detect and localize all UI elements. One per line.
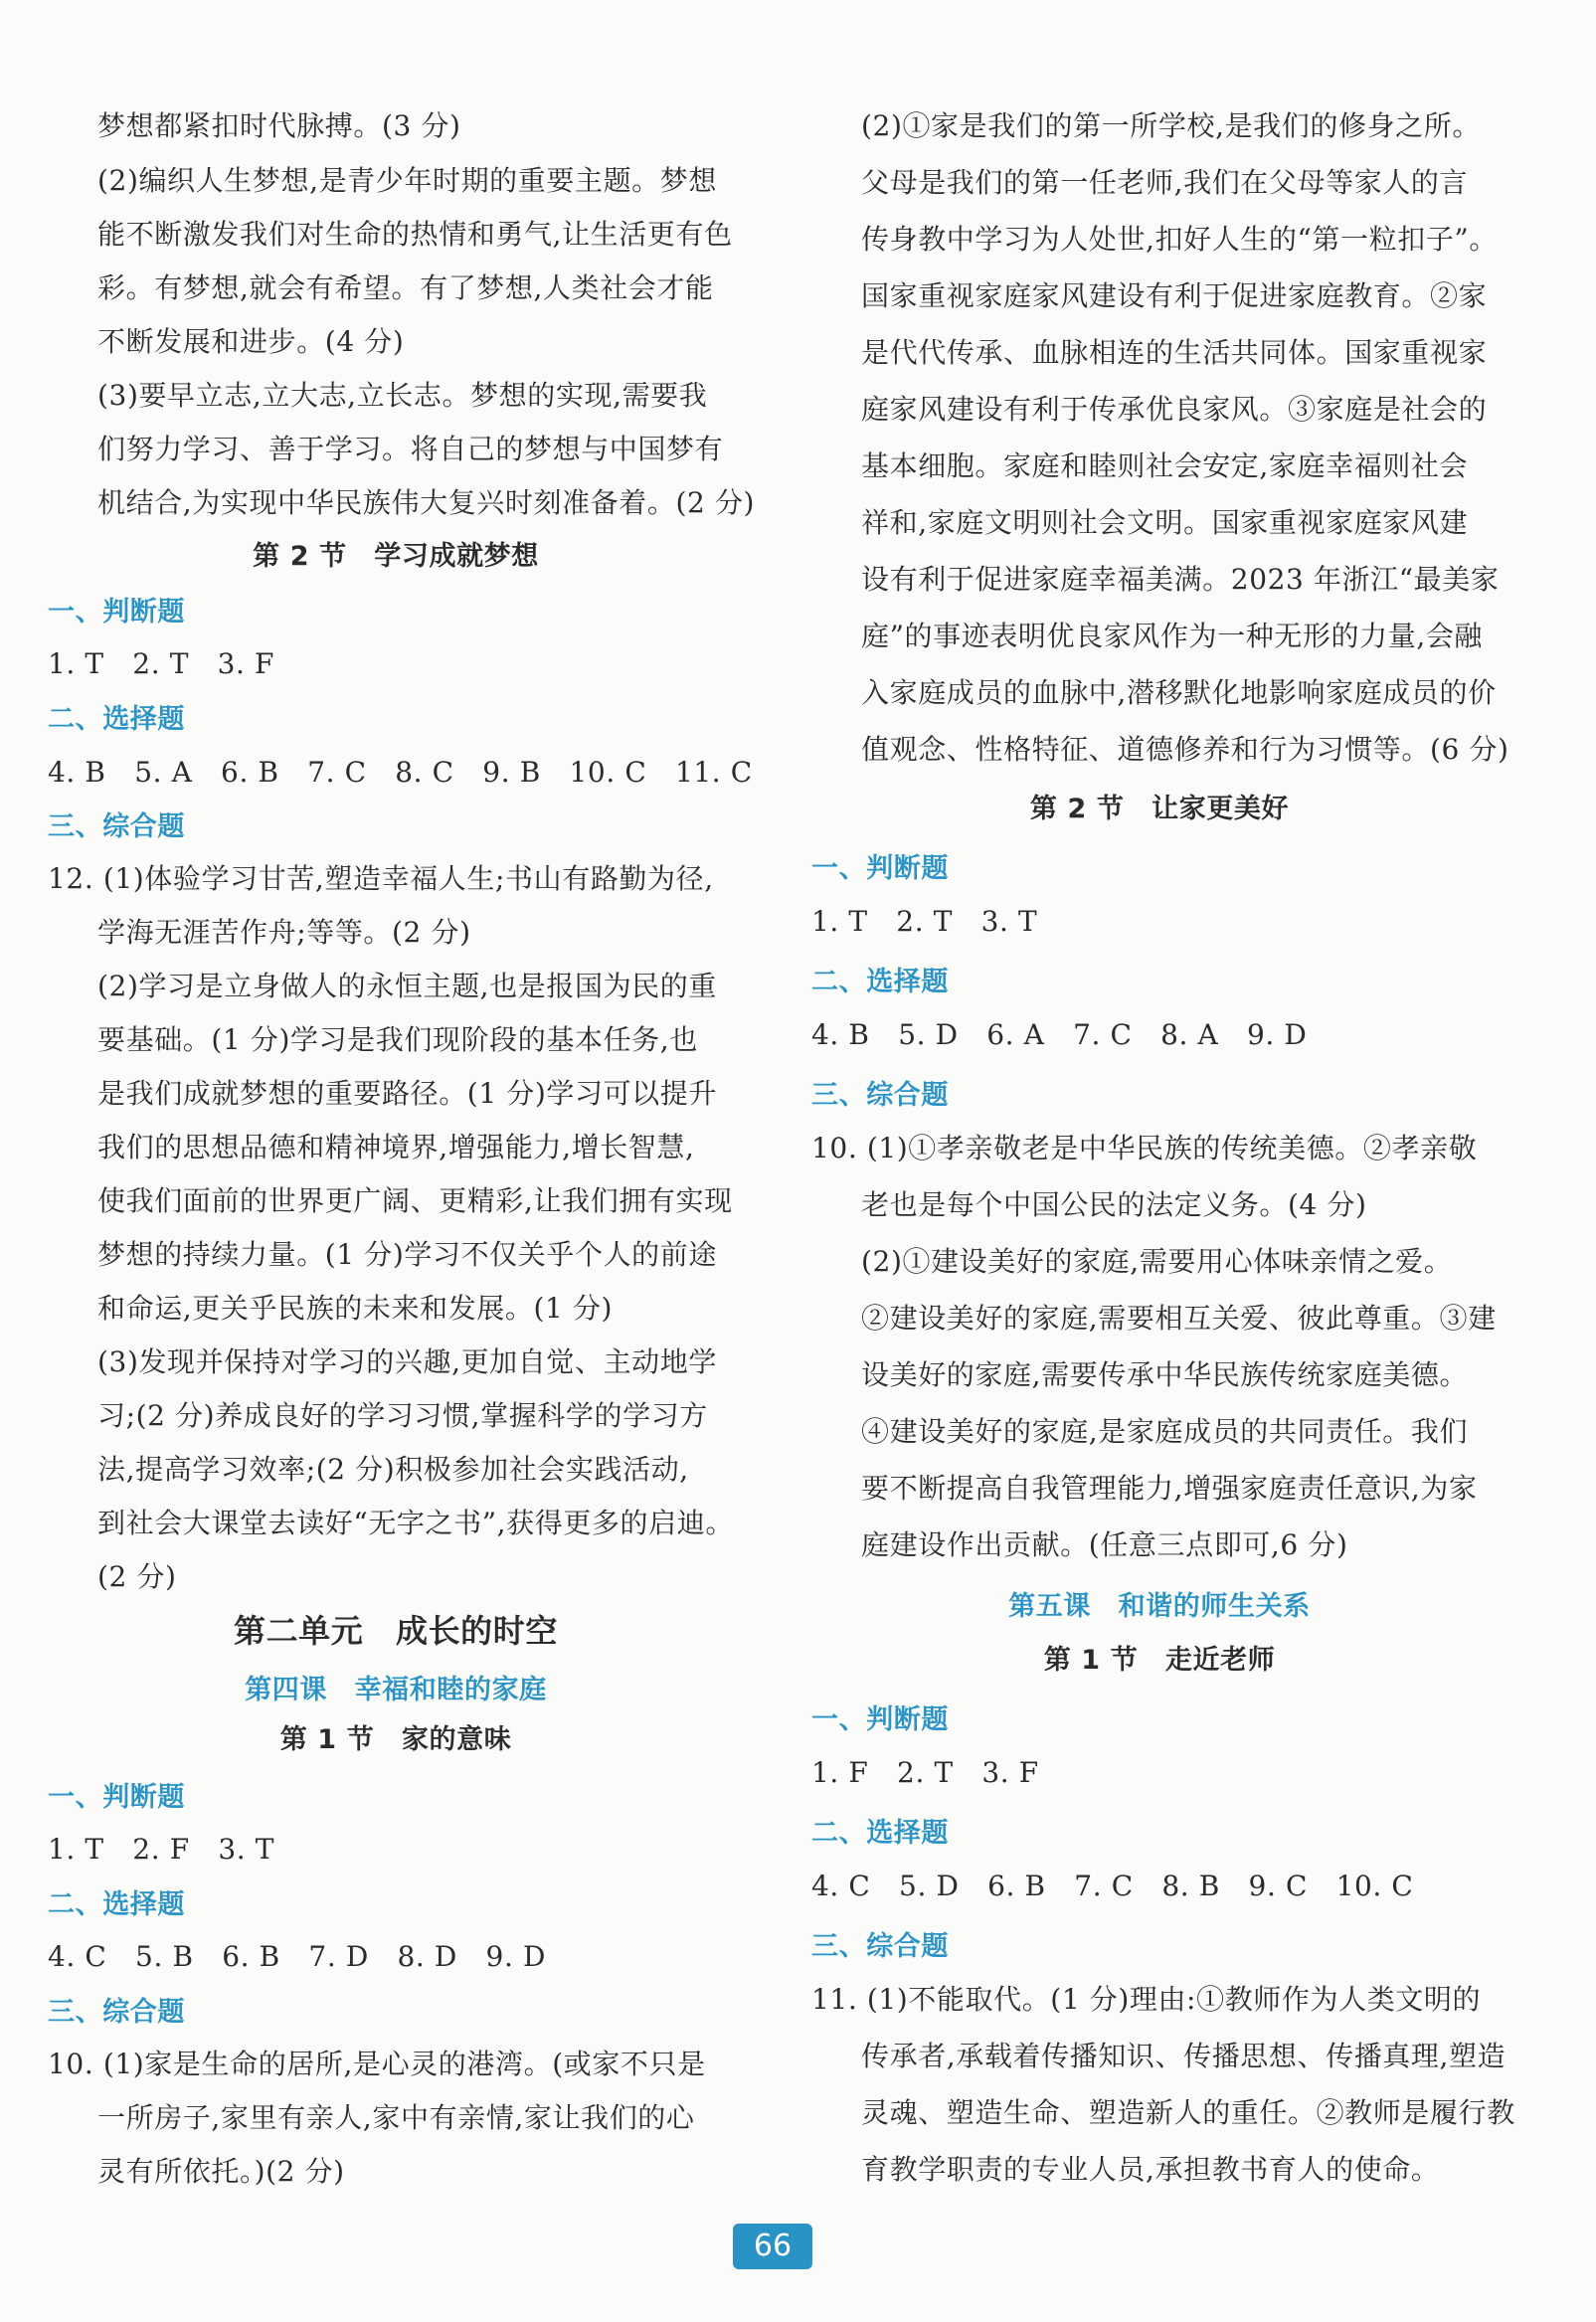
- text-line: 梦想都紧扣时代脉搏。(3 分): [97, 109, 461, 142]
- text-line: (2)①建设美好的家庭,需要用心体味亲情之爱。: [861, 1245, 1453, 1278]
- answer-line: 10. (1)家是生命的居所,是心灵的港湾。(或家不只是: [48, 2048, 706, 2080]
- text-line: (3)发现并保持对学习的兴趣,更加自觉、主动地学: [97, 1345, 717, 1378]
- question-type-label: 三、综合题: [811, 1931, 949, 1962]
- text-line: 要不断提高自我管理能力,增强家庭责任意识,为家: [861, 1472, 1478, 1505]
- text-line: 老也是每个中国公民的法定义务。(4 分): [861, 1188, 1367, 1221]
- text-line: 不断发展和进步。(4 分): [97, 325, 405, 358]
- section-heading: 第 2 节 学习成就梦想: [253, 541, 539, 572]
- text-line: 我们的思想品德和精神境界,增强能力,增长智慧,: [97, 1131, 695, 1163]
- answer-line: 11. (1)不能取代。(1 分)理由:①教师作为人类文明的: [811, 1983, 1482, 2016]
- text-line: 彩。有梦想,就会有希望。有了梦想,人类社会才能: [97, 271, 714, 304]
- text-line: 和命运,更关乎民族的未来和发展。(1 分): [97, 1292, 614, 1325]
- text-line: 育教学职责的专业人员,承担教书育人的使命。: [861, 2153, 1440, 2186]
- text-line: 传承者,承载着传播知识、传播思想、传播真理,塑造: [861, 2040, 1507, 2072]
- text-line: 灵有所依托。)(2 分): [97, 2155, 345, 2188]
- question-type-label: 一、判断题: [48, 597, 185, 627]
- answer-line: 1. T 2. T 3. F: [48, 647, 275, 680]
- answer-line: 1. T 2. F 3. T: [48, 1833, 275, 1866]
- text-line: 灵魂、塑造生命、塑造新人的重任。②教师是履行教: [861, 2096, 1515, 2129]
- text-line: ②建设美好的家庭,需要相互关爱、彼此尊重。③建: [861, 1302, 1497, 1335]
- text-line: 设美好的家庭,需要传承中华民族传统家庭美德。: [861, 1358, 1469, 1391]
- text-line: 使我们面前的世界更广阔、更精彩,让我们拥有实现: [97, 1184, 733, 1217]
- text-line: 庭建设作出贡献。(任意三点即可,6 分): [861, 1528, 1348, 1561]
- lesson-title: 第五课 和谐的师生关系: [1008, 1591, 1311, 1622]
- text-line: 一所房子,家里有亲人,家中有亲情,家让我们的心: [97, 2101, 695, 2134]
- text-line: 是我们成就梦想的重要路径。(1 分)学习可以提升: [97, 1077, 717, 1110]
- section-heading: 第 1 节 走近老师: [1043, 1645, 1276, 1676]
- answer-line: 1. F 2. T 3. F: [811, 1756, 1039, 1789]
- text-line: 要基础。(1 分)学习是我们现阶段的基本任务,也: [97, 1023, 698, 1056]
- answer-line: 4. B 5. A 6. B 7. C 8. C 9. B 10. C 11. C: [48, 756, 753, 789]
- text-line: (2)编织人生梦想,是青少年时期的重要主题。梦想: [97, 164, 717, 197]
- question-type-label: 一、判断题: [811, 853, 949, 884]
- text-line: 基本细胞。家庭和睦则社会安定,家庭幸福则社会: [861, 449, 1469, 482]
- question-type-label: 二、选择题: [811, 967, 949, 997]
- section-heading: 第 1 节 家的意味: [279, 1724, 512, 1755]
- text-line: (2)学习是立身做人的永恒主题,也是报国为民的重: [97, 970, 717, 1002]
- text-line: 到社会大课堂去读好“无字之书”,获得更多的启迪。: [97, 1507, 734, 1539]
- question-type-label: 二、选择题: [48, 1889, 185, 1920]
- text-line: 是代代传承、血脉相连的生活共同体。国家重视家: [861, 336, 1488, 369]
- text-line: 传身教中学习为人处世,扣好人生的“第一粒扣子”。: [861, 223, 1498, 256]
- question-type-label: 一、判断题: [811, 1704, 949, 1735]
- question-type-label: 二、选择题: [811, 1818, 949, 1849]
- question-type-label: 三、综合题: [48, 811, 185, 842]
- text-line: 习;(2 分)养成良好的学习习惯,掌握科学的学习方: [97, 1399, 708, 1432]
- answer-line: 1. T 2. T 3. T: [811, 905, 1038, 938]
- question-type-label: 三、综合题: [811, 1080, 949, 1111]
- section-heading: 第 2 节 让家更美好: [1029, 794, 1290, 824]
- text-line: 入家庭成员的血脉中,潜移默化地影响家庭成员的价: [861, 676, 1497, 709]
- text-line: 庭家风建设有利于传承优良家风。③家庭是社会的: [861, 393, 1488, 426]
- question-type-label: 三、综合题: [48, 1997, 185, 2028]
- lesson-title: 第四课 幸福和睦的家庭: [245, 1675, 547, 1705]
- text-line: 法,提高学习效率;(2 分)积极参加社会实践活动,: [97, 1453, 689, 1486]
- question-type-label: 二、选择题: [48, 704, 185, 735]
- answer-line: 12. (1)体验学习甘苦,塑造幸福人生;书山有路勤为径,: [48, 862, 714, 895]
- text-line: 庭”的事迹表明优良家风作为一种无形的力量,会融: [861, 620, 1484, 652]
- text-line: (2 分): [97, 1560, 177, 1593]
- text-line: (3)要早立志,立大志,立长志。梦想的实现,需要我: [97, 379, 708, 412]
- question-type-label: 一、判断题: [48, 1782, 185, 1813]
- answer-line: 4. C 5. D 6. B 7. C 8. B 9. C 10. C: [811, 1870, 1414, 1902]
- text-line: (2)①家是我们的第一所学校,是我们的修身之所。: [861, 109, 1481, 142]
- answer-line: 4. B 5. D 6. A 7. C 8. A 9. D: [811, 1018, 1308, 1051]
- text-line: 学海无涯苦作舟;等等。(2 分): [97, 916, 471, 949]
- text-line: 机结合,为实现中华民族伟大复兴时刻准备着。(2 分): [97, 486, 756, 519]
- answer-line: 4. C 5. B 6. B 7. D 8. D 9. D: [48, 1940, 547, 1973]
- text-line: 国家重视家庭家风建设有利于促进家庭教育。②家: [861, 279, 1488, 312]
- text-line: 设有利于促进家庭幸福美满。2023 年浙江“最美家: [861, 563, 1500, 596]
- text-line: 梦想的持续力量。(1 分)学习不仅关乎个人的前途: [97, 1238, 717, 1271]
- answer-line: 10. (1)①孝亲敬老是中华民族的传统美德。②孝亲敬: [811, 1132, 1478, 1164]
- text-line: 们努力学习、善于学习。将自己的梦想与中国梦有: [97, 433, 724, 465]
- text-line: ④建设美好的家庭,是家庭成员的共同责任。我们: [861, 1415, 1469, 1448]
- text-line: 父母是我们的第一任老师,我们在父母等家人的言: [861, 166, 1469, 199]
- unit-title: 第二单元 成长的时空: [233, 1612, 558, 1650]
- text-line: 值观念、性格特征、道德修养和行为习惯等。(6 分): [861, 733, 1509, 766]
- page-number: 66: [733, 2224, 812, 2269]
- text-line: 祥和,家庭文明则社会文明。国家重视家庭家风建: [861, 506, 1469, 539]
- text-line: 能不断激发我们对生命的热情和勇气,让生活更有色: [97, 218, 733, 251]
